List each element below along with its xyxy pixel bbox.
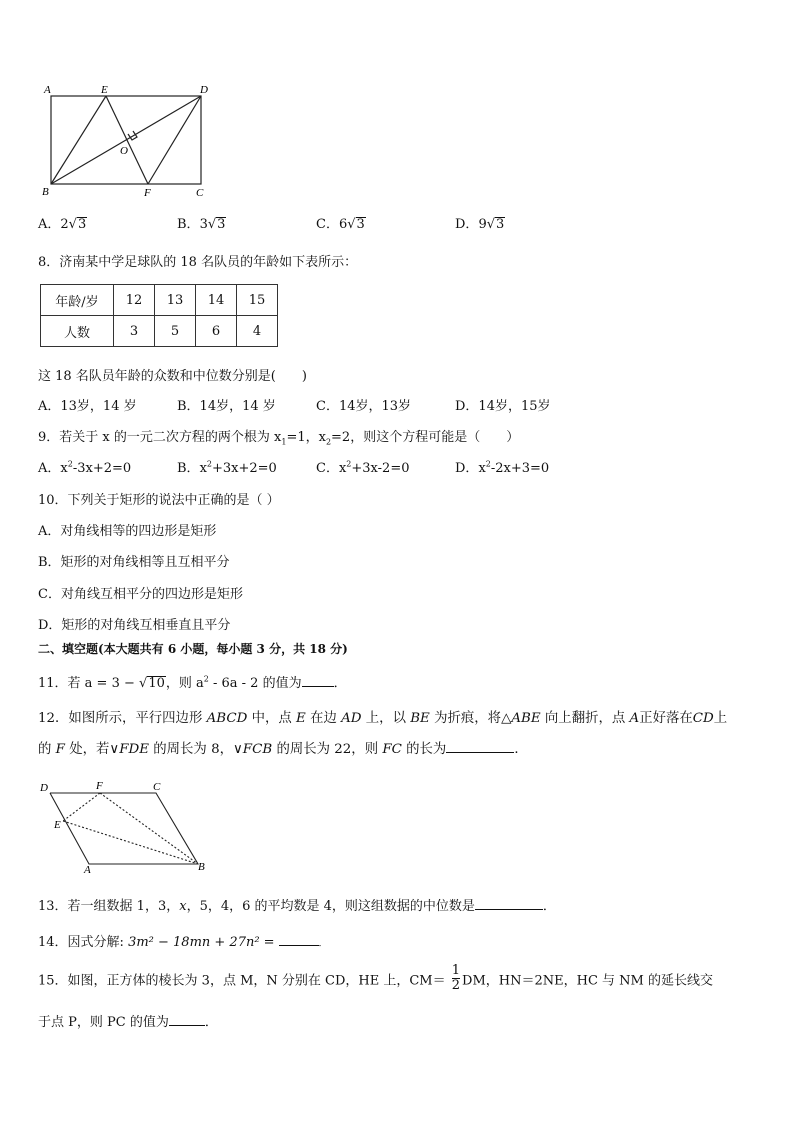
q8-option-b: B．14岁，14 岁 [177, 399, 276, 414]
table-cell: 3 [114, 316, 155, 347]
section-heading: 二、填空题(本大题共有 6 小题，每小题 3 分，共 18 分) [38, 642, 348, 656]
label-e: E [101, 84, 108, 96]
label-c: C [153, 781, 161, 793]
label-f: F [144, 187, 151, 199]
label-f: F [96, 780, 103, 792]
q8-option-a: A．13岁，14 岁 [38, 399, 137, 414]
table-cell: 4 [237, 316, 278, 347]
table-row [41, 316, 278, 347]
label-d: D [200, 84, 208, 96]
parallelogram-figure [36, 778, 214, 874]
q8-stem: 8．济南某中学足球队的 18 名队员的年龄如下表所示： [38, 255, 358, 270]
table-row [41, 285, 278, 316]
table-cell: 5 [155, 316, 196, 347]
q10-option-c: C．对角线互相平分的四边形是矩形 [38, 587, 243, 602]
q9-stem: 9．若关于 x 的一元二次方程的两个根为 $x_1=1$，$x_2=2$，则这个方程可能是（ ） [38, 430, 520, 447]
fraction: $\frac{1}{2}$ [451, 963, 461, 994]
label-a: A [44, 84, 51, 96]
label-o: O [120, 145, 128, 157]
q9-option-b: B．$x^2+3x+2=0$ [177, 459, 277, 476]
table-cell: 年龄/岁 [41, 285, 114, 316]
q10-option-d: D．矩形的对角线互相垂直且平分 [38, 618, 231, 633]
table-cell: 12 [114, 285, 155, 316]
q9-option-d: D．$x^2-2x+3=0$ [455, 459, 550, 476]
q10-stem: 10．下列关于矩形的说法中正确的是（ ） [38, 493, 280, 508]
q7-option-b: B．3√3 [177, 217, 226, 232]
label-e: E [54, 819, 61, 831]
table-cell: 14 [196, 285, 237, 316]
table-cell: 人数 [41, 316, 114, 347]
q9-option-a: A．$x^2-3x+2=0$ [38, 459, 132, 476]
label-b: B [42, 186, 49, 198]
q11: 11．若 a = 3 − √10，则 $a^2 - 6a - 2$ 的值为 ． [38, 674, 347, 691]
q7-option-a: A．2√3 [38, 217, 87, 232]
q7-option-d: D．9√3 [455, 217, 505, 232]
q12-line2: 的 F 处，若∨FDE 的周长为 8，∨FCB 的周长为 22，则 FC 的长为 ． [38, 742, 528, 757]
q15-line2: 于点 P，则 PC 的值为 ． [38, 1015, 218, 1030]
q8-option-c: C．14岁，13岁 [316, 399, 412, 414]
q10-option-a: A．对角线相等的四边形是矩形 [38, 524, 217, 539]
q9-option-c: C．$x^2+3x-2=0$ [316, 459, 410, 476]
table-cell: 6 [196, 316, 237, 347]
q14: 14．因式分解: 3m² − 18mn + 27n² = ． [38, 935, 328, 950]
table-cell: 15 [237, 285, 278, 316]
label-c: C [196, 187, 204, 199]
age-table [40, 284, 278, 347]
label-b: B [198, 861, 205, 873]
label-d: D [40, 782, 48, 794]
q12-line1: 12．如图所示，平行四边形 ABCD 中，点 E 在边 AD 上，以 BE 为折痕，将△ABE 向上翻折，点 A正好落在CD上 [38, 711, 728, 726]
q10-option-b: B．矩形的对角线相等且互相平分 [38, 555, 230, 570]
q8-question: 这 18 名队员年龄的众数和中位数分别是( ) [38, 369, 307, 384]
rectangle-figure [38, 82, 214, 200]
q7-option-c: C．6√3 [316, 217, 365, 232]
q15-line1: 15．如图，正方体的棱长为 3，点 M，N 分别在 CD，HE 上，CM＝ $\frac{1}{2}$ DM，HN＝2NE，HC 与 NM 的延长线交 [38, 963, 713, 994]
q8-option-d: D．14岁，15岁 [455, 399, 551, 414]
label-a: A [84, 864, 91, 874]
q13: 13．若一组数据 1，3，x，5，4，6 的平均数是 4，则这组数据的中位数是 ． [38, 899, 556, 914]
table-cell: 13 [155, 285, 196, 316]
